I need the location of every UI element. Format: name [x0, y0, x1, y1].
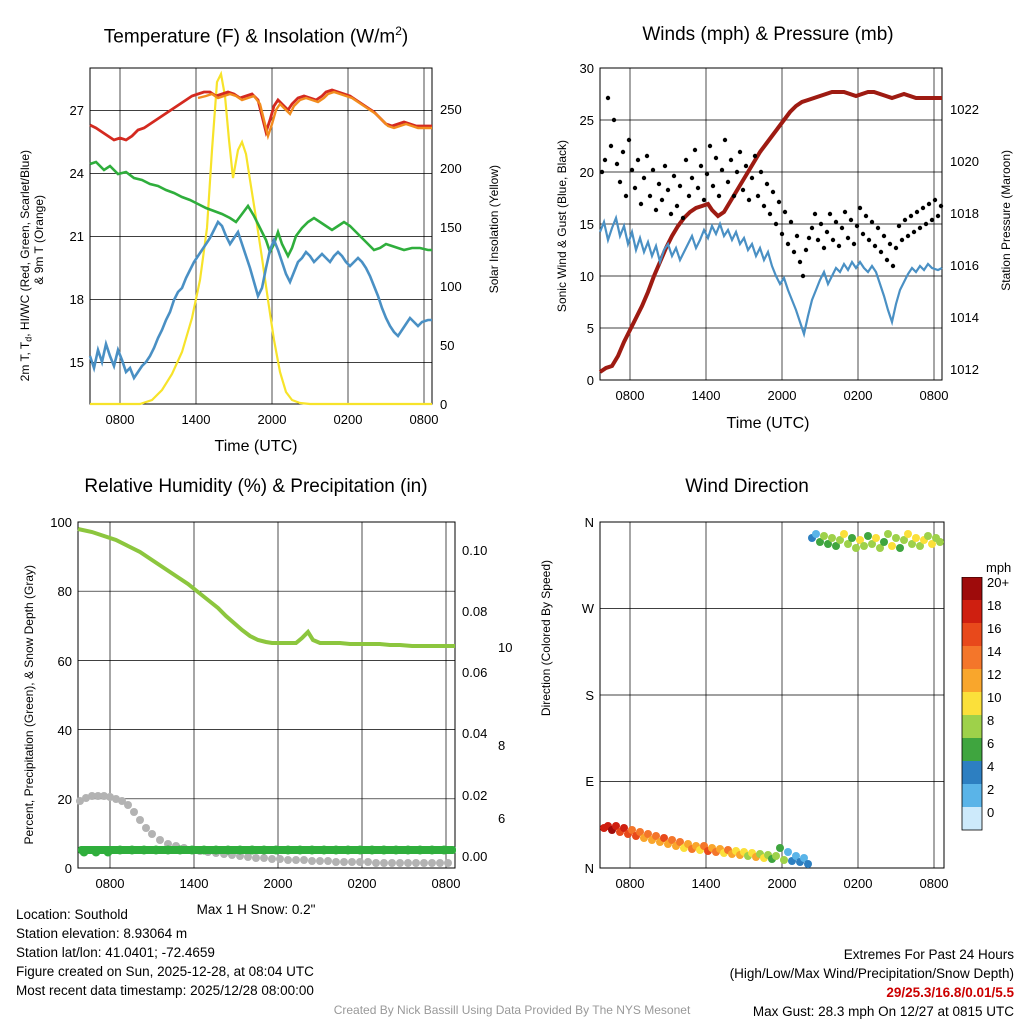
panel-wind-direction-plot — [512, 460, 1024, 920]
svg-text:5: 5 — [586, 321, 594, 336]
footer-latlon: Station lat/lon: 41.0401; -72.4659 — [16, 945, 215, 960]
svg-text:4: 4 — [987, 759, 995, 774]
svg-text:14: 14 — [987, 644, 1002, 659]
svg-text:1400: 1400 — [691, 388, 721, 403]
panel-temperature-plot — [0, 0, 512, 460]
svg-text:0800: 0800 — [615, 876, 645, 891]
svg-text:2: 2 — [987, 782, 995, 797]
svg-text:40: 40 — [57, 723, 72, 738]
panel-winds — [512, 0, 1024, 460]
svg-text:1022: 1022 — [950, 102, 979, 117]
svg-text:0: 0 — [64, 861, 72, 876]
svg-text:30: 30 — [579, 61, 594, 76]
svg-text:20+: 20+ — [987, 577, 1010, 590]
svg-text:24: 24 — [69, 166, 84, 181]
svg-text:16: 16 — [987, 621, 1002, 636]
svg-text:2000: 2000 — [767, 876, 797, 891]
svg-text:10: 10 — [498, 640, 512, 655]
svg-text:10: 10 — [987, 690, 1002, 705]
svg-text:0800: 0800 — [105, 412, 135, 427]
panel-temperature-title-sup: 2 — [395, 24, 402, 38]
svg-text:0: 0 — [440, 397, 448, 412]
svg-text:2000: 2000 — [767, 388, 797, 403]
svg-text:2000: 2000 — [263, 876, 293, 891]
panel-humidity-snow-note: Max 1 H Snow: 0.2" — [196, 902, 316, 917]
svg-text:1400: 1400 — [181, 412, 211, 427]
svg-text:N: N — [584, 861, 594, 876]
svg-text:6: 6 — [987, 736, 995, 751]
svg-text:E: E — [585, 774, 594, 789]
panel-humidity-ylabel-left: Percent, Precipitation (Green), & Snow Depth (Gray) — [22, 565, 36, 845]
panel-humidity-plot — [0, 460, 512, 920]
svg-text:18: 18 — [69, 292, 84, 307]
svg-text:1020: 1020 — [950, 154, 979, 169]
svg-text:0200: 0200 — [347, 876, 377, 891]
svg-text:1014: 1014 — [950, 310, 979, 325]
svg-text:15: 15 — [579, 217, 594, 232]
svg-text:0200: 0200 — [333, 412, 363, 427]
panel-temperature-title-tail: ) — [401, 26, 409, 48]
svg-text:50: 50 — [440, 338, 455, 353]
panel-temperature-title-main: Temperature (F) & Insolation (W/m — [103, 26, 396, 48]
svg-text:0.02: 0.02 — [462, 788, 488, 803]
panel-temperature-xlabel: Time (UTC) — [214, 438, 298, 455]
panel-wind-direction-title: Wind Direction — [685, 476, 809, 497]
panel-temperature-ylabel-left2: & 9m T (Orange) — [32, 195, 46, 285]
ylabel-left-line1: 2m T, $T_d$, HI/WC (Red, Green, Scarlet/Blue) — [18, 150, 34, 382]
svg-text:100: 100 — [50, 515, 72, 530]
svg-text:S: S — [585, 688, 594, 703]
footer-elevation: Station elevation: 8.93064 m — [16, 926, 188, 941]
panel-temperature-ylabel-right: Solar Insolation (Yellow) — [487, 165, 501, 294]
svg-text:8: 8 — [987, 713, 995, 728]
footer-data-timestamp: Most recent data timestamp: 2025/12/28 08:00:00 — [16, 983, 314, 998]
svg-text:0800: 0800 — [615, 388, 645, 403]
svg-text:0: 0 — [987, 805, 995, 820]
svg-text:0.10: 0.10 — [462, 543, 488, 558]
legend-colorbar — [960, 577, 1020, 837]
svg-text:20: 20 — [579, 165, 594, 180]
svg-text:0.00: 0.00 — [462, 849, 488, 864]
svg-text:1016: 1016 — [950, 258, 979, 273]
panel-winds-ylabel-left: Sonic Wind & Gust (Blue, Black) — [555, 140, 569, 313]
panel-humidity-title: Relative Humidity (%) & Precipitation (in) — [84, 476, 428, 497]
svg-text:1400: 1400 — [179, 876, 209, 891]
svg-text:0800: 0800 — [95, 876, 125, 891]
svg-text:2000: 2000 — [257, 412, 287, 427]
svg-text:0.04: 0.04 — [462, 726, 488, 741]
svg-text:18: 18 — [987, 598, 1002, 613]
footer-location: Location: Southold — [16, 907, 128, 922]
panel-winds-xlabel: Time (UTC) — [726, 415, 810, 432]
svg-text:100: 100 — [440, 279, 462, 294]
panel-wind-direction — [512, 460, 1024, 920]
svg-text:250: 250 — [440, 102, 462, 117]
panel-humidity — [0, 460, 512, 920]
svg-text:25: 25 — [579, 113, 594, 128]
svg-text:0800: 0800 — [409, 412, 439, 427]
svg-text:150: 150 — [440, 220, 462, 235]
svg-text:21: 21 — [69, 229, 84, 244]
footer-left — [16, 905, 314, 1000]
footer-figure-created: Figure created on Sun, 2025-12-28, at 08:04 UTC — [16, 964, 314, 979]
svg-text:1400: 1400 — [691, 876, 721, 891]
svg-text:1012: 1012 — [950, 362, 979, 377]
svg-text:0800: 0800 — [431, 876, 461, 891]
legend-title: mph — [986, 560, 1012, 575]
max-gust-line: Max Gust: 28.3 mph On 12/27 at 0815 UTC — [752, 1004, 1014, 1019]
svg-text:80: 80 — [57, 584, 72, 599]
svg-text:0200: 0200 — [843, 876, 873, 891]
svg-text:1018: 1018 — [950, 206, 979, 221]
svg-text:200: 200 — [440, 161, 462, 176]
wind-speed-legend — [960, 560, 1020, 837]
svg-text:0.06: 0.06 — [462, 665, 488, 680]
svg-text:8: 8 — [498, 738, 506, 753]
svg-text:12: 12 — [987, 667, 1002, 682]
svg-text:N: N — [584, 515, 594, 530]
extremes-values: 29/25.3/16.8/0.01/5.5 — [886, 985, 1014, 1000]
svg-text:0800: 0800 — [919, 876, 949, 891]
svg-text:15: 15 — [69, 355, 84, 370]
panel-temperature — [0, 0, 512, 460]
svg-text:0800: 0800 — [919, 388, 949, 403]
credit-line: Created By Nick Bassill Using Data Provided By The NYS Mesonet — [333, 1003, 691, 1017]
panel-wind-direction-ylabel: Direction (Colored By Speed) — [539, 560, 553, 717]
svg-text:W: W — [581, 601, 594, 616]
extremes-heading: Extremes For Past 24 Hours — [843, 947, 1014, 962]
extremes-subheading: (High/Low/Max Wind/Precipitation/Snow Depth) — [729, 966, 1014, 981]
svg-text:0200: 0200 — [843, 388, 873, 403]
svg-text:60: 60 — [57, 654, 72, 669]
svg-text:6: 6 — [498, 811, 506, 826]
svg-text:0: 0 — [586, 373, 594, 388]
svg-text:0.08: 0.08 — [462, 604, 488, 619]
panel-winds-title: Winds (mph) & Pressure (mb) — [642, 24, 894, 45]
svg-text:27: 27 — [69, 103, 84, 118]
svg-text:10: 10 — [579, 269, 594, 284]
svg-text:20: 20 — [57, 792, 72, 807]
panel-winds-ylabel-right: Station Pressure (Maroon) — [999, 150, 1013, 291]
panel-winds-plot — [512, 0, 1024, 460]
